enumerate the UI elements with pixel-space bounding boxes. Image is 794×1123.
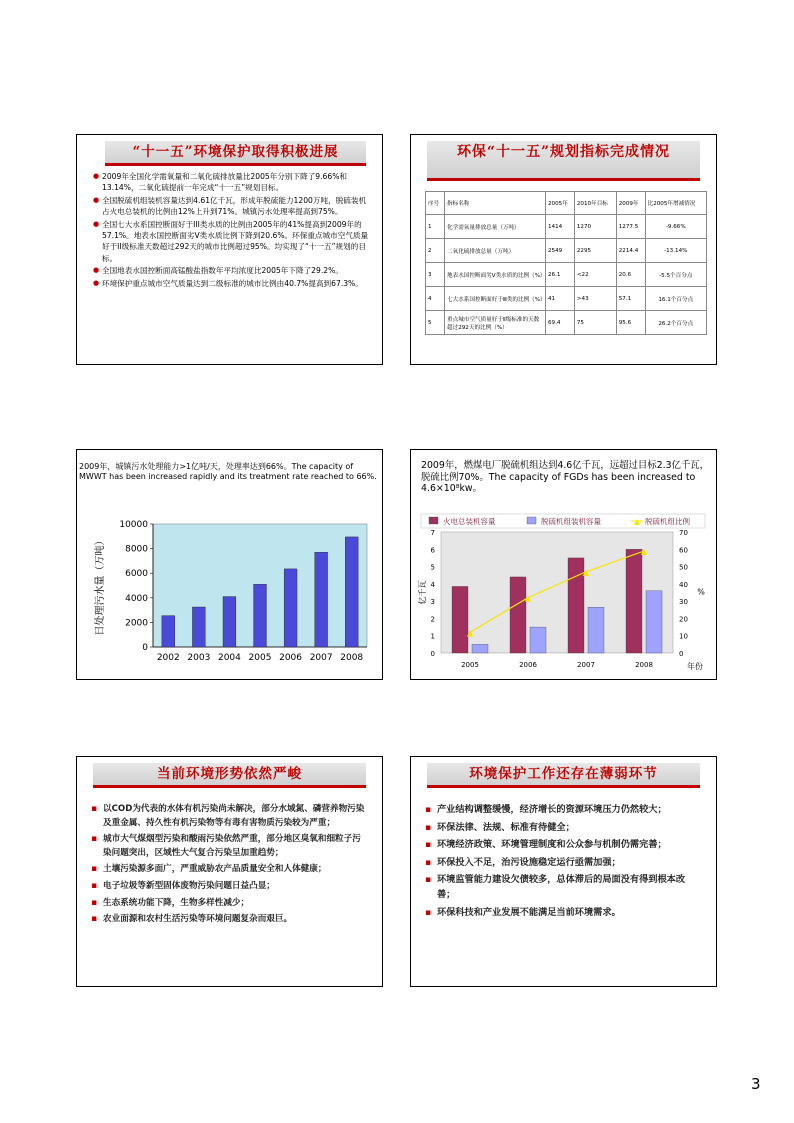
y-tick-label: 6000 <box>125 569 148 580</box>
slide-fgd-chart <box>410 449 717 680</box>
y-tick-label: 0 <box>142 643 148 653</box>
header-cell: 2009年 <box>616 192 645 215</box>
y-tick-label: 4000 <box>125 593 148 604</box>
table-cell: 2 <box>426 239 445 263</box>
y-tick-label: 2 <box>430 615 435 624</box>
table-cell: 2549 <box>546 239 575 263</box>
table-cell: 20.6 <box>616 263 645 287</box>
slide-title: “十一五”环境保护取得积极进展 <box>105 141 366 166</box>
y2-tick-label: 50 <box>679 563 688 572</box>
table-row <box>426 311 707 335</box>
bar <box>472 644 488 653</box>
bar <box>510 577 526 653</box>
slide-weaknesses <box>410 756 717 987</box>
line-point: ▲ <box>466 628 474 638</box>
x-tick-label: 2008 <box>635 661 653 669</box>
bar <box>284 569 297 647</box>
y-tick-label: 10000 <box>119 520 148 530</box>
slide-progress <box>76 134 383 365</box>
table-cell: 1270 <box>574 215 616 239</box>
legend-swatch <box>527 517 536 524</box>
line-point: ▲ <box>640 547 648 557</box>
bullet-item: ▪ 生态系统功能下降，生物多样性减少； <box>91 897 368 911</box>
y2-axis-label: % <box>697 587 705 597</box>
slide-caption: 2009年，燃煤电厂脱硫机组达到4.6亿千瓦，远超过目标2.3亿千瓦，脱硫比例70%。The capacity of FGDs has been increased to 4.6×10⁸kw。 <box>421 460 710 495</box>
bullet-list <box>93 171 370 290</box>
y2-tick-label: 30 <box>679 598 688 607</box>
table-cell: 16.1个百分点 <box>645 287 706 311</box>
page-number: 3 <box>751 1075 761 1093</box>
table-cell: 1277.5 <box>616 215 645 239</box>
y-axis-label: 亿千瓦 <box>418 580 427 605</box>
bullet-item: ● 环境保护重点城市空气质量达到二级标准的城市比例由40.7%提高到67.3%。 <box>93 278 370 289</box>
table-cell: 26.1 <box>546 263 575 287</box>
slide-wastewater-chart <box>76 449 383 680</box>
y-tick-label: 2000 <box>125 618 148 629</box>
table-row <box>426 215 707 239</box>
y-tick-label: 5 <box>430 563 435 572</box>
bullet-item: ▪ 以COD为代表的水体有机污染尚未解决，部分水域氮、磷营养物污染及重金属、持久性有机污染物等有毒有害物质污染较为严重； <box>91 803 368 830</box>
bullet-item: ▪ 电子垃圾等新型固体废物污染问题日益凸显； <box>91 880 368 894</box>
table-cell: 41 <box>546 287 575 311</box>
table-cell: 化学需氧量排放总量（万吨） <box>445 215 546 239</box>
bar <box>315 552 328 647</box>
x-tick-label: 2005 <box>248 653 272 663</box>
table-cell: >43 <box>574 287 616 311</box>
line-point: ▲ <box>582 567 590 577</box>
table-cell: 5 <box>426 311 445 335</box>
bullet-item: ● 全国脱硫机组装机容量达到4.61亿千瓦，形成年脱硫能力1200万吨，脱硫装机占火电总装机的比例由12%上升到71%。城镇污水处理率提高到75%。 <box>93 195 370 218</box>
table-cell: 地表水国控断面劣Ⅴ类水质的比例（%） <box>445 263 546 287</box>
bar <box>530 627 546 653</box>
table-row <box>426 239 707 263</box>
table-cell: 重点城市空气质量好于Ⅱ级标准的天数超过292天的比例（%） <box>445 311 546 335</box>
bullet-list <box>425 803 702 923</box>
bullet-item: ▪ 农业面源和农村生活污染等环境问题复杂而艰巨。 <box>91 913 368 927</box>
table-cell: 95.6 <box>616 311 645 335</box>
legend-label: 火电总装机容量 <box>443 517 496 526</box>
table-header-row <box>426 192 707 215</box>
x-tick-label: 2007 <box>309 653 333 663</box>
table-cell: -9.66% <box>645 215 706 239</box>
table-row <box>426 287 707 311</box>
bullet-item: ▪ 城市大气煤烟型污染和酸雨污染依然严重，部分地区臭氧和细粒子污染问题突出，区域性大气复合污染呈加重趋势； <box>91 833 368 860</box>
x-tick-label: 2005 <box>461 661 479 669</box>
y-tick-label: 6 <box>430 546 435 555</box>
y-tick-label: 8000 <box>125 544 148 555</box>
x-tick-label: 2004 <box>217 653 241 663</box>
y-tick-label: 0 <box>430 650 435 658</box>
y2-tick-label: 70 <box>679 529 688 537</box>
header-cell: 比2005年增减情况 <box>645 192 706 215</box>
table-cell: 26.2个百分点 <box>645 311 706 335</box>
y2-tick-label: 10 <box>679 632 688 641</box>
x-tick-label: 2006 <box>279 653 303 663</box>
x-axis-label: 年份 <box>687 662 703 671</box>
bullet-item: ▪ 环境经济政策、环境管理制度和公众参与机制仍需完善； <box>425 838 702 853</box>
y2-tick-label: 60 <box>679 546 688 555</box>
legend-label: 脱硫机组比例 <box>645 517 690 526</box>
table-cell: 4 <box>426 287 445 311</box>
line-point: ▲ <box>524 593 532 603</box>
bullet-item: ▪ 环保科技和产业发展不能满足当前环境需求。 <box>425 906 702 921</box>
bar <box>254 584 267 647</box>
bullet-item: ▪ 环境监管能力建设欠债较多，总体滞后的局面没有得到根本改善； <box>425 873 702 902</box>
bullet-item: ▪ 环保投入不足，治污设施稳定运行亟需加强； <box>425 856 702 871</box>
bar <box>646 591 662 653</box>
kpi-table <box>425 191 707 335</box>
slide-title: 环境保护工作还存在薄弱环节 <box>427 763 700 788</box>
y-tick-label: 1 <box>430 632 435 641</box>
header-cell: 序号 <box>426 192 445 215</box>
bullet-item: ▪ 土壤污染源多面广，严重威胁农产品质量安全和人体健康； <box>91 863 368 877</box>
table-cell: -13.14% <box>645 239 706 263</box>
y-tick-label: 7 <box>430 529 435 537</box>
x-tick-label: 2003 <box>187 653 211 663</box>
table-cell: 75 <box>574 311 616 335</box>
fgd-combo-chart <box>411 450 716 679</box>
bar <box>162 616 175 647</box>
bar <box>588 607 604 653</box>
slide-title: 当前环境形势依然严峻 <box>93 763 366 788</box>
legend-label: 脱硫机组装机容量 <box>541 517 601 526</box>
bar <box>223 597 236 647</box>
table-row <box>426 263 707 287</box>
bullet-item: ● 2009年全国化学需氧量和二氧化硫排放量比2005年分别下降了9.66%和13.14%，二氧化硫提前一年完成“十一五”规划目标。 <box>93 171 370 194</box>
legend-marker: ▲ <box>633 517 641 526</box>
x-tick-label: 2008 <box>340 653 364 663</box>
bar <box>568 558 584 653</box>
x-tick-label: 2002 <box>156 653 180 663</box>
table-cell: 69.4 <box>546 311 575 335</box>
header-cell: 指标名称 <box>445 192 546 215</box>
bullet-item: ● 全国地表水国控断面高锰酸盐指数年平均浓度比2005年下降了29.2%。 <box>93 265 370 276</box>
bar <box>626 549 642 653</box>
slide-situation <box>76 756 383 987</box>
bullet-item: ▪ 环保法律、法规、标准有待健全； <box>425 821 702 836</box>
table-cell: <22 <box>574 263 616 287</box>
header-cell: 2005年 <box>546 192 575 215</box>
legend-swatch <box>429 517 438 524</box>
bar <box>452 586 468 653</box>
table-cell: 二氧化硫排放总量（万吨） <box>445 239 546 263</box>
table-cell: -5.5个百分点 <box>645 263 706 287</box>
y2-tick-label: 20 <box>679 615 688 624</box>
bar <box>192 607 205 647</box>
y-tick-label: 3 <box>430 598 435 607</box>
table-cell: 2295 <box>574 239 616 263</box>
header-cell: 2010年目标 <box>574 192 616 215</box>
slide-kpi-table <box>410 134 717 365</box>
slide-title: 环保“十一五”规划指标完成情况 <box>427 141 700 181</box>
y2-tick-label: 40 <box>679 580 688 589</box>
x-tick-label: 2007 <box>577 661 595 669</box>
slide-caption: 2009年，城镇污水处理能力>1亿吨/天，处理率达到66%。The capacity of MWWT has been increased rapidly and its treatment rate reached to 66%. <box>79 462 377 481</box>
table-cell: 1 <box>426 215 445 239</box>
table-cell: 七大水系国控断面好于Ⅲ类的比例（%） <box>445 287 546 311</box>
x-tick-label: 2006 <box>519 661 537 669</box>
table-cell: 57.1 <box>616 287 645 311</box>
bullet-list <box>91 803 368 930</box>
wastewater-bar-chart <box>77 450 382 679</box>
y2-tick-label: 0 <box>679 650 684 658</box>
bullet-item: ● 全国七大水系国控断面好于III类水质的比例由2005年的41%提高到2009年的57.1%。地表水国控断面劣V类水质比例下降到20.6%。环保重点城市空气质量好于II级标准天数超过292天的城市比例超过95%。均实现了“十一五”规划的目标。 <box>93 219 370 265</box>
bar <box>345 537 358 647</box>
table-cell: 3 <box>426 263 445 287</box>
table-cell: 1414 <box>546 215 575 239</box>
y-tick-label: 4 <box>430 580 435 589</box>
y-axis-label: 日处理污水量（万吨） <box>95 535 106 636</box>
table-cell: 2214.4 <box>616 239 645 263</box>
bullet-item: ▪ 产业结构调整缓慢，经济增长的资源环境压力仍然较大； <box>425 803 702 818</box>
